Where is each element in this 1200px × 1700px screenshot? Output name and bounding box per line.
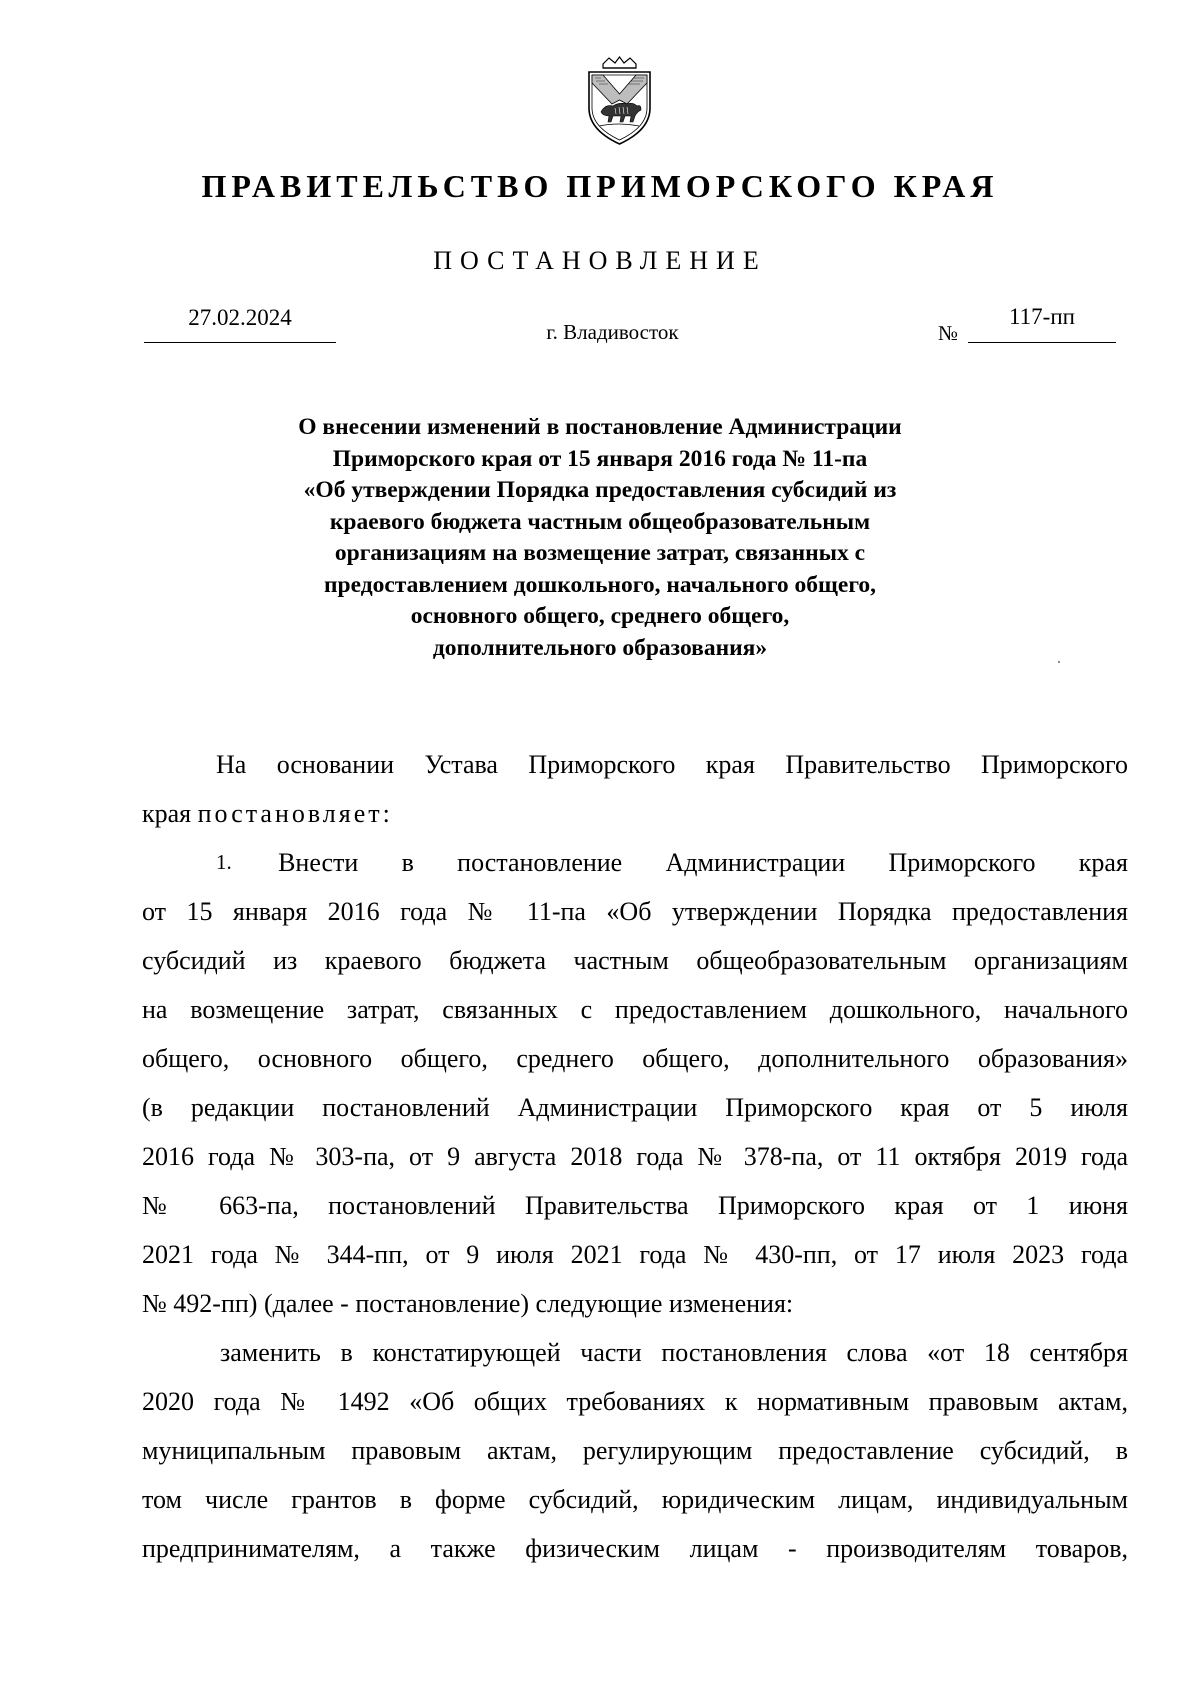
item-1-first-line: [142, 838, 1128, 887]
heading-line: дополнительного образования»: [432, 634, 768, 661]
coat-of-arms-icon: [581, 56, 658, 146]
number-sign: №: [938, 321, 959, 345]
word: Приморского: [888, 848, 1036, 877]
number-underline: [968, 342, 1116, 343]
heading-line: Приморского края от 15 января 2016 года № 11-па: [332, 445, 868, 472]
document-type: ПОСТАНОВЛЕНИЕ: [433, 246, 767, 275]
organization-title: ПРАВИТЕЛЬСТВО ПРИМОРСКОГО КРАЯ: [201, 168, 999, 204]
scan-speck: [1058, 661, 1060, 663]
word: в: [401, 848, 414, 877]
heading-line: О внесении изменений в постановление Администрации: [298, 414, 902, 440]
body-text-fragment: края: [142, 799, 192, 828]
document-date: 27.02.2024: [188, 305, 292, 330]
document-heading: [160, 412, 1040, 664]
item-number: 1.: [216, 850, 232, 874]
word: Администрации: [665, 848, 846, 877]
body-line: 2021 года № 344-пп, от 9 июля 2021 года № 430-пп, от 17 июля 2023 года: [142, 1240, 1128, 1269]
item-1-words: [278, 838, 1128, 887]
body-line: 2020 года № 1492 «Об общих требованиях к нормативным правовым актам,: [142, 1387, 1128, 1416]
resolves-word: постановляет:: [197, 799, 393, 828]
heading-line: основного общего, среднего общего,: [410, 603, 790, 629]
body-line: заменить в констатирующей части постановления слова «от 18 сентября: [220, 1338, 1128, 1367]
body-line: общего, основного общего, среднего общего, дополнительного образования»: [142, 1044, 1128, 1073]
body-line: от 15 января 2016 года № 11-па «Об утверждении Порядка предоставления: [142, 897, 1128, 926]
heading-line: «Об утверждении Порядка предоставления субсидий из: [303, 477, 897, 503]
body-line: [142, 789, 1128, 838]
body-line: № 492-пп) (далее - постановление) следующие изменения:: [142, 1289, 794, 1318]
body-line: на возмещение затрат, связанных с предоставлением дошкольного, начального: [142, 995, 1128, 1024]
body-line: (в редакции постановлений Администрации Приморского края от 5 июля: [142, 1093, 1128, 1122]
body-line: На основании Устава Приморского края Правительство Приморского: [216, 750, 1128, 779]
heading-line: предоставлением дошкольного, начального общего,: [323, 571, 877, 598]
document-city: г. Владивосток: [546, 320, 679, 344]
word: постановление: [457, 848, 623, 877]
body-line: субсидий из краевого бюджета частным общеобразовательным организациям: [142, 946, 1128, 975]
body-line: 2016 года № 303-па, от 9 августа 2018 года № 378-па, от 11 октября 2019 года: [142, 1142, 1128, 1171]
word: Внести: [278, 848, 359, 877]
word: края: [1078, 848, 1128, 877]
body-line: № 663-па, постановлений Правительства Приморского края от 1 июня: [142, 1191, 1128, 1220]
body-line: том числе грантов в форме субсидий, юридическим лицам, индивидуальным: [142, 1485, 1128, 1514]
heading-line: краевого бюджета частным общеобразовательным: [329, 508, 871, 535]
body-line: муниципальным правовым актам, регулирующим предоставление субсидий, в: [142, 1436, 1128, 1465]
document-body: [142, 740, 1128, 1573]
document-number: 117-пп: [1009, 304, 1075, 329]
heading-line: организациям на возмещение затрат, связанных с: [334, 540, 866, 566]
body-line: предпринимателям, а также физическим лицам - производителям товаров,: [142, 1534, 1128, 1563]
